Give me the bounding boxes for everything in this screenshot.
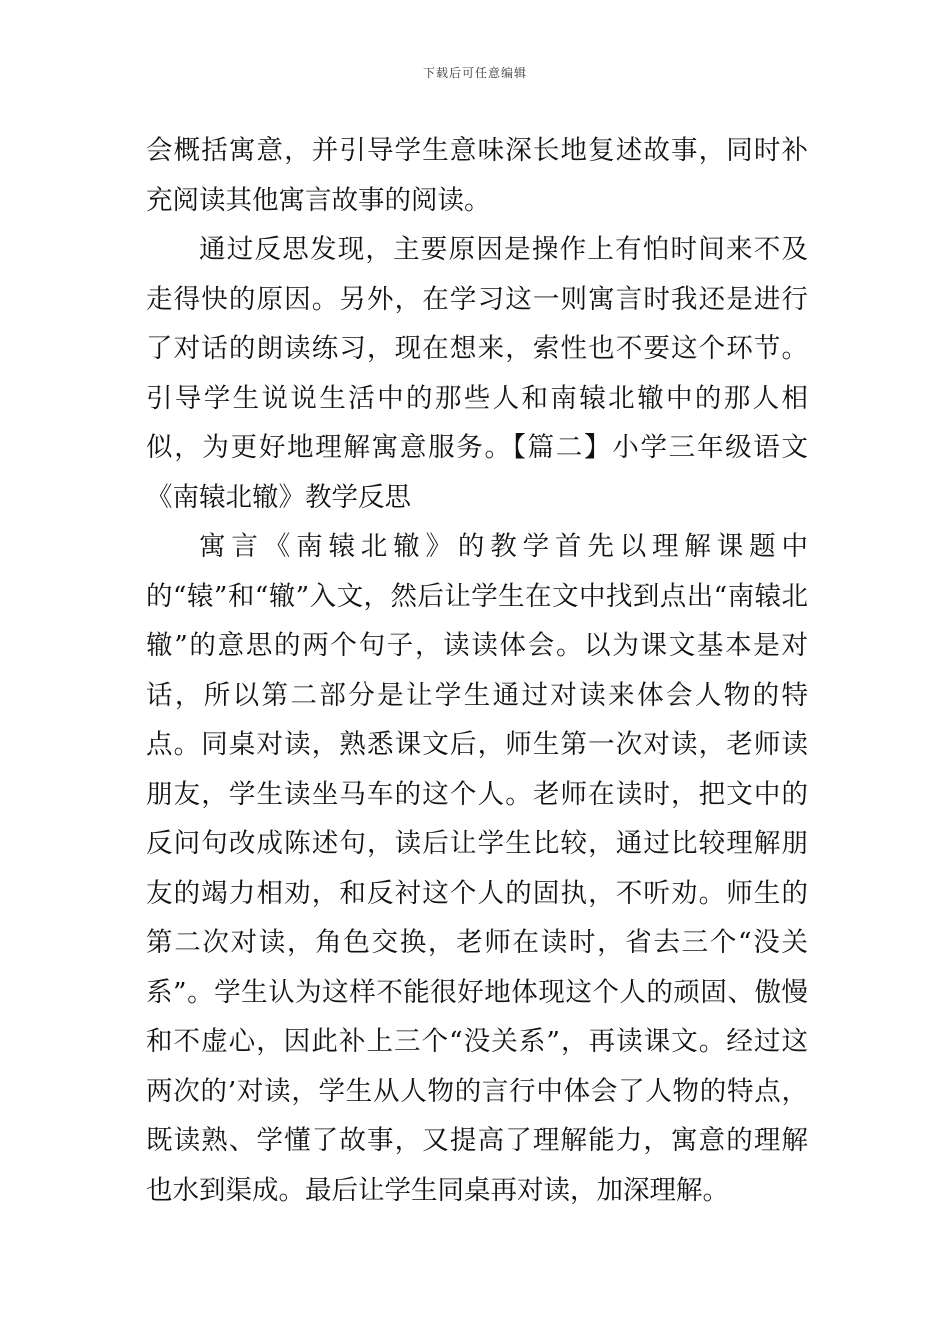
- paragraph-teaching: 寓言《南辕北辙》的教学首先以理解课题中的“辕”和“辙”入文，然后让学生在文中找到点出“南辕北辙”的意思的两个句子，读读体会。以为课文基本是对话，所以第二部分是让学生通过对读来体会人物的特点。同桌对读，熟悉课文后，师生第一次对读，老师读朋友，学生读坐马车的这个人。老师在读时，把文中的反问句改成陈述句，读后让学生比较，通过比较理解朋友的竭力相劝，和反衬这个人的固执，不听劝。师生的第二次对读，角色交换，老师在读时，省去三个“没关系”。学生认为这样不能很好地体现这个人的顽固、傲慢和不虚心，因此补上三个“没关系”，再读课文。经过这两次的’对读，学生从人物的言行中体会了人物的特点，既读熟、学懂了故事，又提高了理解能力，寓意的理解也水到渠成。最后让学生同桌再对读，加深理解。: [146, 531, 808, 1206]
- document-body: [146, 126, 808, 1215]
- paragraph-reflection: 通过反思发现，主要原因是操作上有怕时间来不及走得快的原因。另外，在学习这一则寓言时我还是进行了对话的朗读练习，现在想来，索性也不要这个环节。引导学生说说生活中的那些人和南辕北辙中的那人相似，为更好地理解寓意服务。【篇二】小学三年级语文《南辕北辙》教学反思: [146, 234, 808, 513]
- paragraph-continuation: 会概括寓意，并引导学生意味深长地复述故事，同时补充阅读其他寓言故事的阅读。: [146, 135, 808, 216]
- header-note: 下载后可任意编辑: [422, 66, 527, 80]
